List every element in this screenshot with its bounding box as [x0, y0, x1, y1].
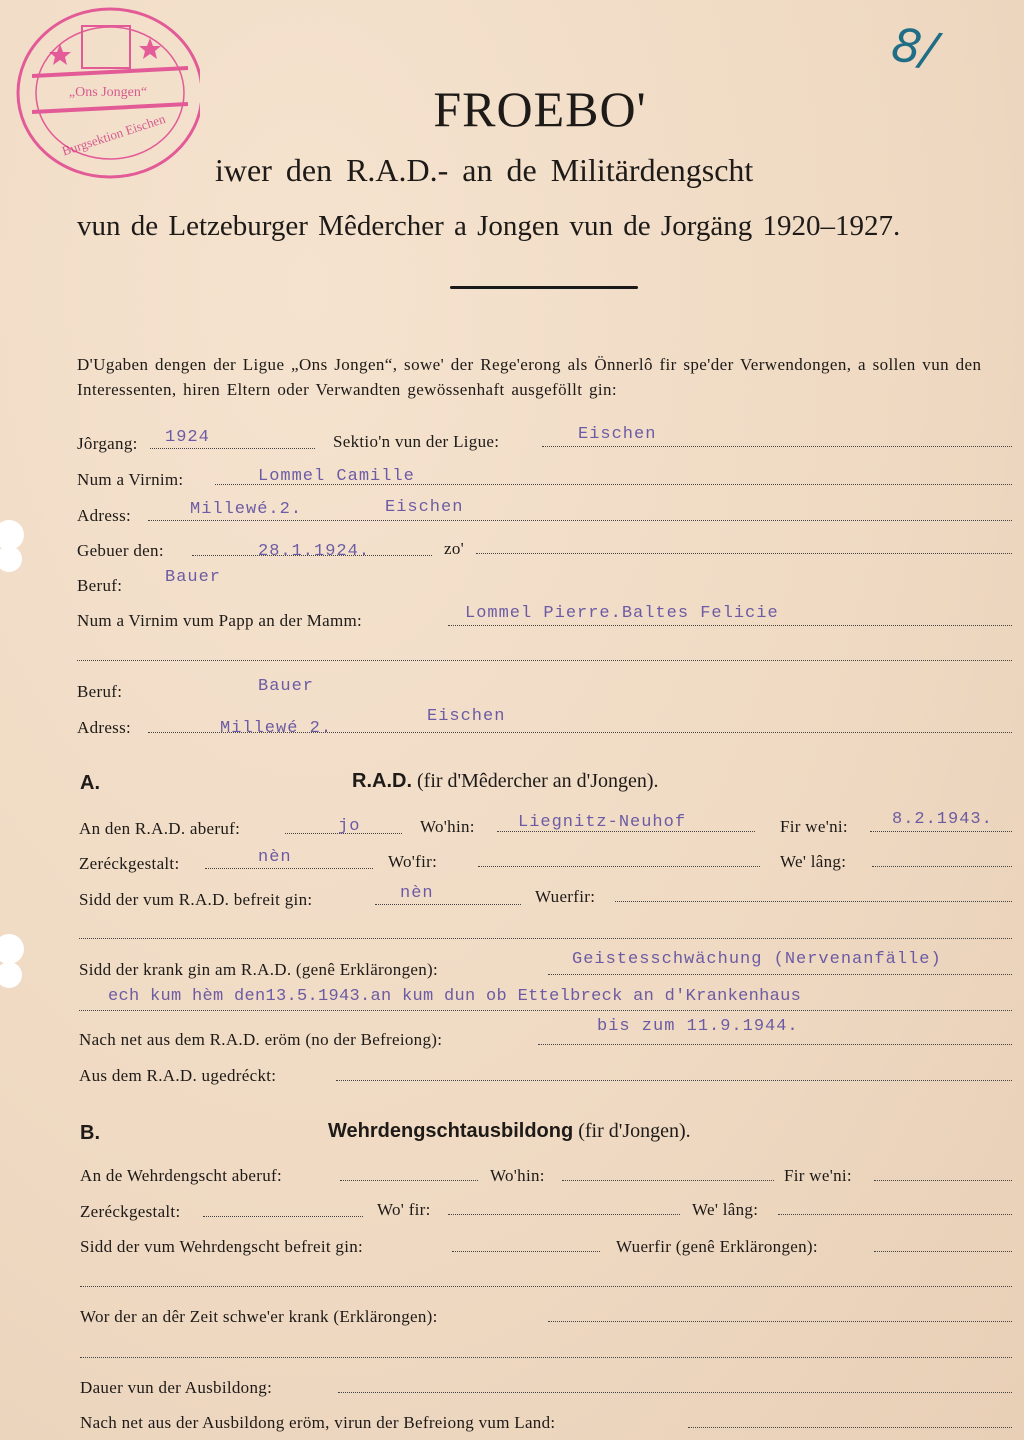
eltern-value: Lommel Pierre.Baltes Felicie: [465, 604, 779, 623]
b-eroem-line[interactable]: [688, 1427, 1012, 1428]
document-subtitle-2: vun de Letzeburger Mêdercher a Jongen vun de Jorgäng 1920–1927.: [77, 210, 901, 242]
a-welang-label: We' lâng:: [780, 852, 847, 871]
eltern-line[interactable]: [448, 625, 1012, 626]
b-aberuf-label: An de Wehrdengscht aberuf:: [80, 1166, 283, 1185]
sektion-value: Eischen: [578, 425, 657, 444]
document-subtitle-1: iwer den R.A.D.- an de Militärdengscht: [215, 152, 754, 188]
section-a-title-main: R.A.D.: [352, 770, 412, 792]
sektion-label: Sektio'n vun der Ligue:: [333, 432, 500, 451]
adress-line[interactable]: [148, 520, 1012, 521]
adress-label: Adress:: [77, 506, 132, 525]
a-firweni-value: 8.2.1943.: [892, 810, 993, 829]
stamp-top-text: „Ons Jongen“: [68, 85, 148, 100]
section-b-letter: B.: [80, 1122, 100, 1144]
zo-line[interactable]: [476, 553, 1012, 554]
eltern-beruf-value: Bauer: [258, 677, 315, 696]
a-krank-value-2: ech kum hèm den13.5.1943.an kum dun ob Ettelbreck an d'Krankenhaus: [108, 987, 802, 1006]
a-eroem-value: bis zum 11.9.1944.: [597, 1017, 799, 1036]
a-wohin-label: Wo'hin:: [420, 817, 475, 836]
b-welang-line[interactable]: [778, 1214, 1012, 1215]
b-zereck-label: Zeréckgestalt:: [80, 1202, 181, 1221]
b-befreit-label: Sidd der vum Wehrdengscht befreit gin:: [80, 1237, 364, 1256]
a-befreit-label: Sidd der vum R.A.D. befreit gin:: [79, 890, 313, 909]
num-label: Num a Virnim:: [77, 470, 184, 489]
b-wofir-label: Wo' fir:: [377, 1200, 431, 1219]
a-wofir-line[interactable]: [478, 866, 760, 867]
a-zereck-line[interactable]: [205, 868, 373, 869]
adress-value-town: Eischen: [385, 498, 464, 517]
a-eroem-label: Nach net aus dem R.A.D. eröm (no der Befreiong):: [79, 1030, 443, 1049]
num-value: Lommel Camille: [258, 467, 415, 486]
a-wofir-label: Wo'fir:: [388, 852, 438, 871]
section-a-title-note: (fir d'Mêdercher an d'Jongen).: [417, 770, 659, 792]
b-wohin-line[interactable]: [562, 1180, 774, 1181]
a-zereck-label: Zeréckgestalt:: [79, 854, 180, 873]
a-ugedreckt-label: Aus dem R.A.D. ugedréckt:: [79, 1066, 277, 1085]
a-wohin-value: Liegnitz-Neuhof: [518, 813, 687, 832]
a-wuerfir-line[interactable]: [615, 901, 1012, 902]
a-aberuf-value: jo: [338, 817, 361, 836]
header-divider: [450, 286, 638, 289]
section-a-title: [352, 770, 659, 793]
document-title: FROEBO': [433, 81, 647, 137]
b-aberuf-line[interactable]: [340, 1180, 478, 1181]
b-dauer-line[interactable]: [338, 1392, 1012, 1393]
b-firweni-line[interactable]: [874, 1180, 1012, 1181]
beruf-label: Beruf:: [77, 576, 123, 595]
section-b-title: [328, 1120, 691, 1143]
section-a-letter: A.: [80, 772, 100, 794]
b-zereck-line[interactable]: [203, 1216, 363, 1217]
b-dauer-label: Dauer vun der Ausbildong:: [80, 1378, 273, 1397]
b-krank-line[interactable]: [548, 1321, 1012, 1322]
a-wuerfir-label: Wuerfir:: [535, 887, 596, 906]
gebuer-label: Gebuer den:: [77, 541, 164, 560]
a-befreit-value: nèn: [400, 884, 434, 903]
eltern-line-2[interactable]: [77, 660, 1012, 661]
b-firweni-label: Fir we'ni:: [784, 1166, 852, 1185]
page-number: 8/: [888, 17, 941, 77]
punch-hole: [0, 934, 24, 964]
beruf-value: Bauer: [165, 568, 222, 587]
a-krank-line[interactable]: [548, 974, 1012, 975]
a-welang-line[interactable]: [872, 866, 1012, 867]
jorgang-value: 1924: [165, 428, 210, 447]
eltern-adress-value-street: Millewé 2.: [220, 719, 333, 738]
gebuer-value: 28.1.1924.: [258, 542, 371, 561]
jorgang-label: Jôrgang:: [77, 434, 138, 453]
a-krank-value: Geistesschwächung (Nervenanfälle): [572, 950, 942, 969]
b-eroem-label: Nach net aus der Ausbildong eröm, virun der Befreiong vum Land:: [80, 1413, 556, 1432]
eltern-adress-value-town: Eischen: [427, 707, 506, 726]
jorgang-line[interactable]: [150, 448, 315, 449]
adress-value-street: Millewé.2.: [190, 500, 303, 519]
b-wuerfir-line[interactable]: [874, 1251, 1012, 1252]
eltern-beruf-label: Beruf:: [77, 682, 123, 701]
b-krank-label: Wor der an dêr Zeit schwe'er krank (Erklärongen):: [80, 1307, 438, 1326]
b-krank-line-2[interactable]: [80, 1357, 1012, 1358]
punch-hole: [0, 962, 22, 988]
a-befreit-line[interactable]: [375, 904, 521, 905]
b-welang-label: We' lâng:: [692, 1200, 759, 1219]
a-firweni-label: Fir we'ni:: [780, 817, 848, 836]
a-wuerfir-line-2[interactable]: [79, 938, 1012, 939]
a-zereck-value: nèn: [258, 848, 292, 867]
section-b-title-main: Wehrdengschtausbildong: [328, 1120, 574, 1142]
eltern-adress-label: Adress:: [77, 718, 132, 737]
zo-label: zo': [444, 539, 465, 558]
b-wuerfir-line-2[interactable]: [80, 1286, 1012, 1287]
eltern-label: Num a Virnim vum Papp an der Mamm:: [77, 611, 363, 630]
a-eroem-line[interactable]: [538, 1044, 1012, 1045]
a-firweni-line[interactable]: [870, 831, 1012, 832]
b-wohin-label: Wo'hin:: [490, 1166, 545, 1185]
b-befreit-line[interactable]: [452, 1251, 600, 1252]
section-b-title-note: (fir d'Jongen).: [578, 1120, 691, 1142]
a-krank-line-2[interactable]: [79, 1010, 1012, 1011]
b-wofir-line[interactable]: [448, 1214, 680, 1215]
a-ugedreckt-line[interactable]: [336, 1080, 1012, 1081]
intro-text: D'Ugaben dengen der Ligue „Ons Jongen“, sowe' der Rege'erong als Önnerlô fir spe'der Verwendongen, a sollen vun den Interessenten, hiren Eltern oder Verwandten gewössenhaft ausgeföllt gin:: [77, 355, 982, 399]
a-krank-label: Sidd der krank gin am R.A.D. (genê Erklärongen):: [79, 960, 439, 979]
a-aberuf-label: An den R.A.D. aberuf:: [79, 819, 241, 838]
punch-hole: [0, 546, 22, 572]
sektion-line[interactable]: [542, 446, 1012, 447]
b-wuerfir-label: Wuerfir (genê Erklärongen):: [616, 1237, 818, 1256]
stamp-bottom-text: Burgsektion Eischen: [60, 110, 168, 159]
